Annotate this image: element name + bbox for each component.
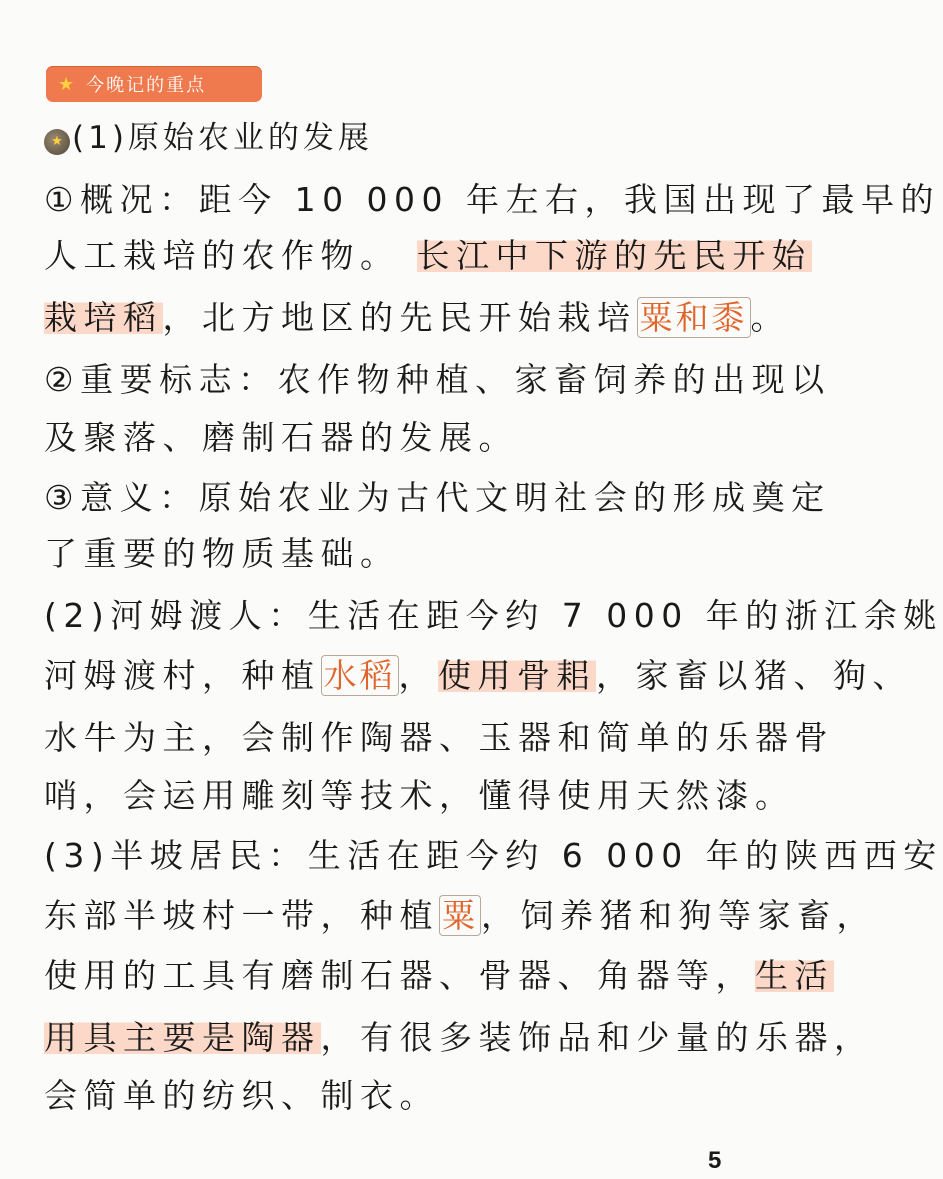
key-points-banner	[46, 66, 262, 102]
page-number: 5	[708, 1147, 722, 1174]
section3-line-2: 东部半坡村一带，种植粟，饲养猪和狗等家畜，	[44, 896, 876, 935]
star-icon: ★	[58, 73, 77, 95]
highlight: 长江中下游的先民开始	[416, 236, 812, 275]
section3-line-5: 会简单的纺织、制衣。	[44, 1076, 439, 1115]
highlight: 使用骨耜	[438, 656, 596, 695]
section3-line-3: 使用的工具有磨制石器、骨器、角器等，生活	[44, 956, 834, 995]
section1-line-2: 人工栽培的农作物。 长江中下游的先民开始	[44, 236, 812, 275]
section2-line-1: (2)河姆渡人：生活在距今约 7 000 年的浙江余姚	[44, 596, 943, 635]
section1-line-5: 及聚落、磨制石器的发展。	[44, 418, 518, 457]
section1-heading: ★ (1)原始农业的发展	[44, 116, 373, 160]
highlight: 用具主要是陶器	[44, 1018, 321, 1057]
section1-line-7: 了重要的物质基础。	[44, 534, 400, 573]
boxed-answer: 粟和黍	[637, 297, 751, 338]
highlight: 栽培稻	[44, 298, 163, 337]
section2-line-2: 河姆渡村，种植水稻，使用骨耜，家畜以猪、狗、	[44, 656, 912, 695]
highlight: 生活	[755, 956, 834, 995]
boxed-answer: 粟	[439, 895, 481, 936]
section1-line-4: ②重要标志：农作物种植、家畜饲养的出现以	[44, 360, 831, 399]
stars-badge-icon: ★	[44, 129, 70, 155]
section3-line-1: (3)半坡居民：生活在距今约 6 000 年的陕西西安	[44, 836, 943, 875]
section1-line-6: ③意义：原始农业为古代文明社会的形成奠定	[44, 478, 831, 517]
section2-line-3: 水牛为主，会制作陶器、玉器和简单的乐器骨	[44, 718, 834, 757]
section1-line-1: ①概况：距今 10 000 年左右，我国出现了最早的	[44, 180, 941, 219]
section3-line-4: 用具主要是陶器，有很多装饰品和少量的乐器，	[44, 1018, 874, 1057]
section2-line-4: 哨，会运用雕刻等技术，懂得使用天然漆。	[44, 776, 795, 815]
section1-line-3: 栽培稻，北方地区的先民开始栽培粟和黍。	[44, 298, 790, 337]
boxed-answer: 水稻	[321, 655, 399, 696]
banner-title: 今晚记的重点	[86, 75, 207, 96]
